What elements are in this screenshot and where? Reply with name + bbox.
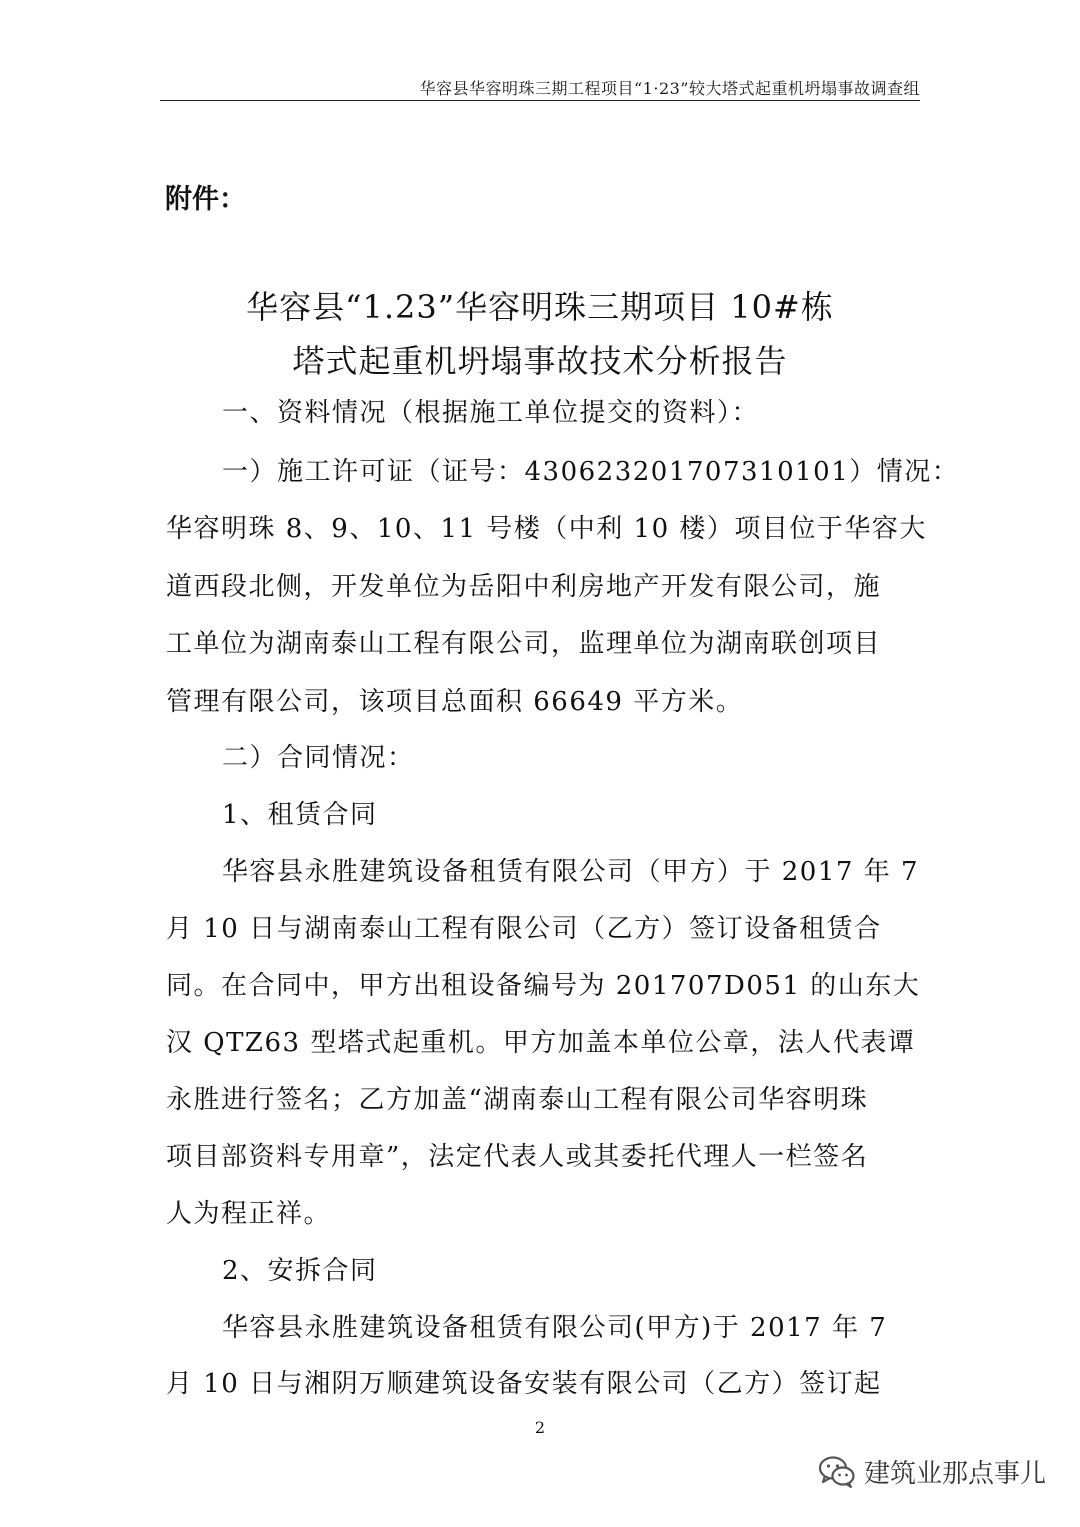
header-rule [160,100,920,101]
paragraph-line: 汉 QTZ63 型塔式起重机。甲方加盖本单位公章，法人代表谭 [166,1028,916,1058]
subsection-permit: 一）施工许可证（证号：430623201707310101）情况： [222,457,960,487]
subsection-contracts: 二）合同情况： [222,743,415,773]
section-heading-materials: 一、资料情况（根据施工单位提交的资料）： [222,398,760,428]
paragraph-line: 同。在合同中，甲方出租设备编号为 201707D051 的山东大 [166,971,921,1001]
report-title-line-2: 塔式起重机坍塌事故技术分析报告 [292,342,788,380]
attachment-label: 附件： [165,184,246,215]
paragraph-line: 项目部资料专用章”，法定代表人或其委托代理人一栏签名 [166,1142,869,1172]
watermark [818,1453,1046,1490]
paragraph-line: 人为程正祥。 [166,1199,332,1229]
watermark-text: 建筑业那点事儿 [863,1459,1046,1489]
item-install-contract: 2、安拆合同 [222,1256,378,1286]
paragraph-line: 永胜进行签名；乙方加盖“湖南泰山工程有限公司华容明珠 [166,1085,869,1115]
paragraph-line: 华容县永胜建筑设备租赁有限公司(甲方)于 2017 年 7 [222,1313,888,1343]
paragraph-line: 月 10 日与湘阴万顺建筑设备安装有限公司（乙方）签订起 [166,1369,882,1399]
paragraph-line: 工单位为湖南泰山工程有限公司，监理单位为湖南联创项目 [166,629,882,659]
item-lease-contract: 1、租赁合同 [222,800,378,830]
paragraph-line: 管理有限公司，该项目总面积 66649 平方米。 [166,687,744,717]
paragraph-line: 道西段北侧，开发单位为岳阳中利房地产开发有限公司，施 [166,572,882,602]
report-title-line-1: 华容县“1.23”华容明珠三期项目 10#栋 [246,288,834,326]
page-number: 2 [534,1418,546,1437]
paragraph-line: 华容明珠 8、9、10、11 号楼（中利 10 楼）项目位于华容大 [166,514,927,544]
paragraph-line: 华容县永胜建筑设备租赁有限公司（甲方）于 2017 年 7 [222,857,920,887]
page-header: 华容县华容明珠三期工程项目“1·23”较大塔式起重机坍塌事故调查组 [419,79,920,98]
wechat-icon [818,1455,856,1489]
paragraph-line: 月 10 日与湖南泰山工程有限公司（乙方）签订设备租赁合 [166,914,882,944]
